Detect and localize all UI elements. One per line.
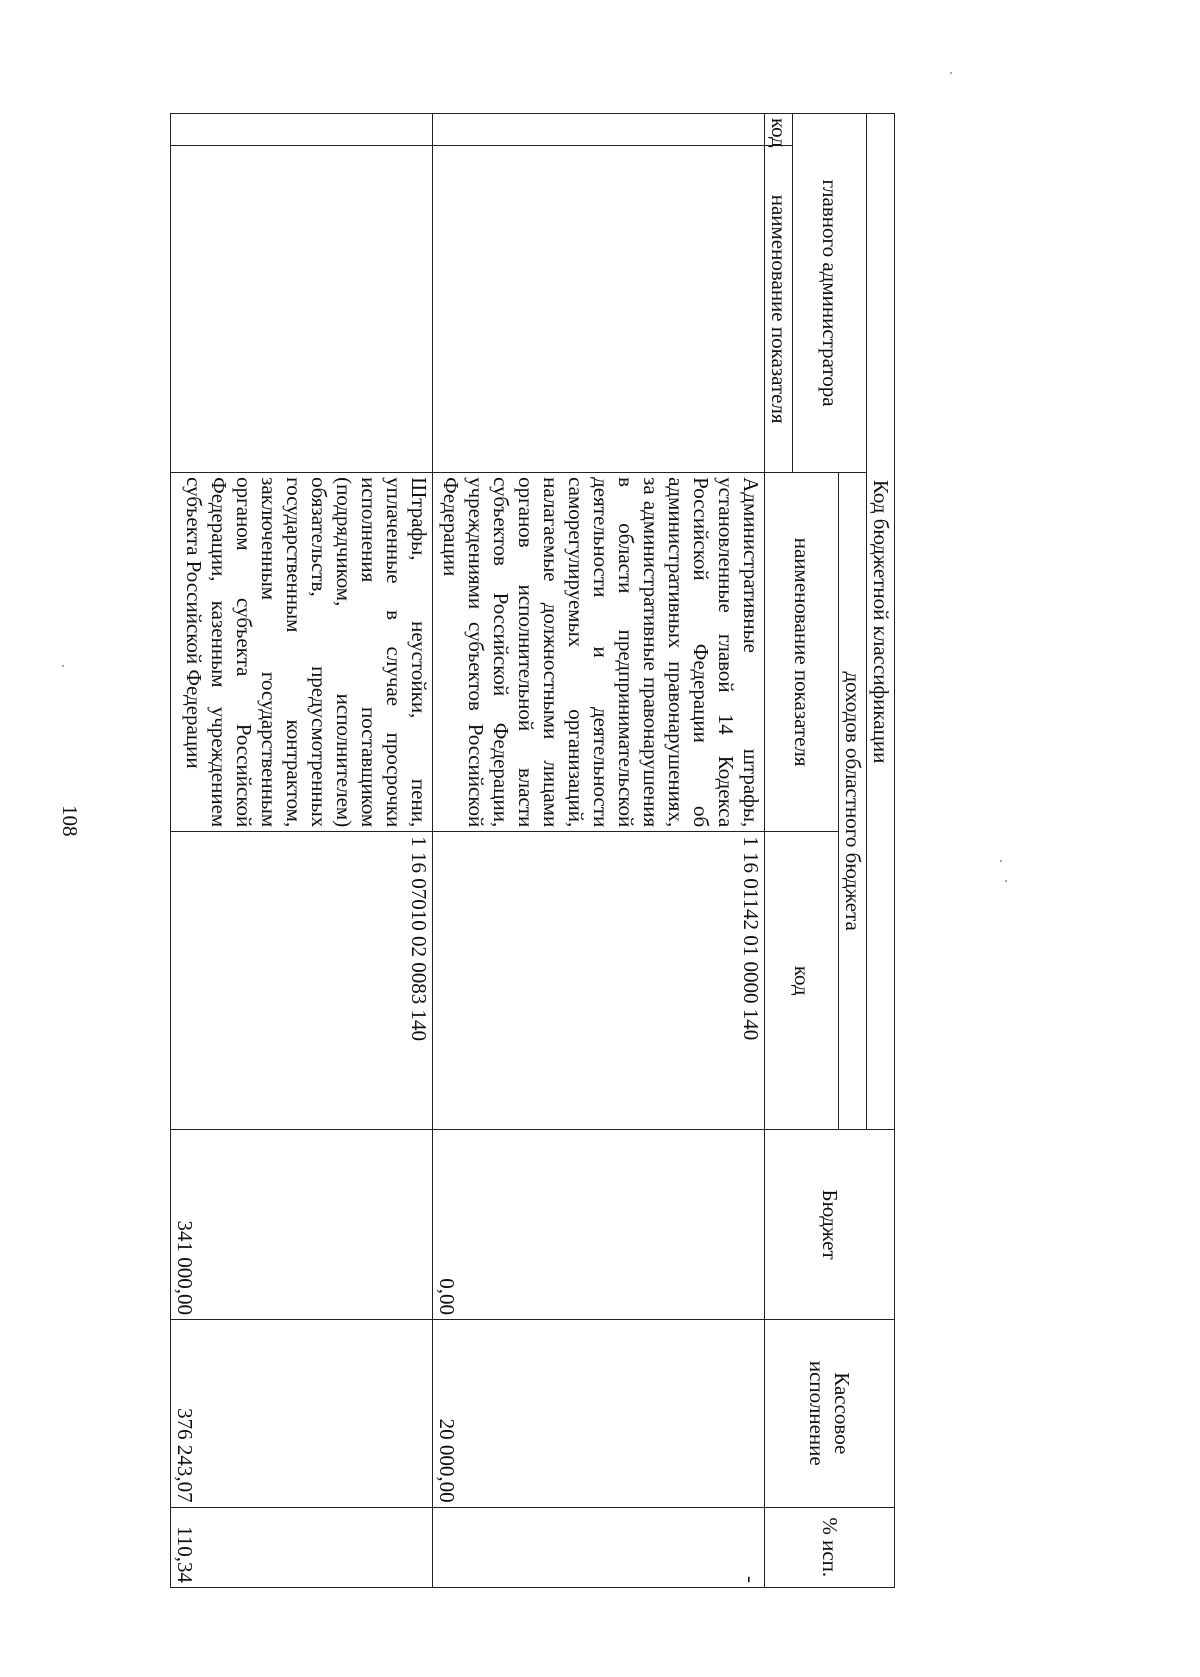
- scan-speck: [1000, 860, 1002, 862]
- admin-code-header: код: [765, 114, 793, 146]
- row1-indicator-name: Административные штрафы, установленные главой 14 Кодекса Российской Федерации об административных правонарушениях, за административные правонарушения в области предпринимательской деятельности и деятельности саморегулируемых организаций, налагаемые должностными лицами органов исполнительной власти субъектов Российской Федерации, учреждениями субъектов Российской Федерации: [433, 473, 765, 832]
- admin-name-header: наименование показателя: [765, 146, 793, 473]
- income-group-header: доходов областного бюджета: [839, 473, 867, 1130]
- row2-indicator-name: Штрафы, неустойки, пени, уплаченные в случае просрочки исполнения поставщиком (подрядчиком, исполнителем) обязательств, предусмотренных государственным контрактом, заключенным государственным органом субъекта Российской Федерации, казенным учреждением субъекта Российской Федерации: [171, 473, 433, 832]
- income-name-header: наименование показателя: [765, 473, 839, 832]
- row1-execution: 20 000,00: [433, 1319, 765, 1507]
- row1-admin-name: [433, 146, 765, 473]
- table-row: [171, 114, 433, 1588]
- budget-header: Бюджет: [765, 1130, 895, 1320]
- code-group-header: Код бюджетной классификации: [867, 114, 895, 1130]
- rotated-table-container: [170, 113, 895, 1588]
- row2-execution: 376 243,07: [171, 1319, 433, 1507]
- row1-percent: -: [433, 1507, 765, 1587]
- scan-speck: [62, 665, 64, 667]
- scan-speck: [1005, 880, 1007, 882]
- table-row: [433, 114, 765, 1588]
- admin-group-header: главного администратора: [793, 114, 867, 473]
- percent-header: % исп.: [765, 1507, 895, 1587]
- row2-income-code: 1 16 07010 02 0083 140: [171, 832, 433, 1130]
- header-row-1: [867, 114, 895, 1588]
- row1-admin-code: [433, 114, 765, 146]
- scan-speck: [950, 72, 952, 74]
- row2-admin-code: [171, 114, 433, 146]
- row1-income-code: 1 16 01142 01 0000 140: [433, 832, 765, 1130]
- row1-budget: 0,00: [433, 1130, 765, 1320]
- budget-table: [170, 113, 895, 1588]
- row2-percent: 110,34: [171, 1507, 433, 1587]
- row2-admin-name: [171, 146, 433, 473]
- page-number: 108: [58, 805, 82, 837]
- income-code-header: код: [765, 832, 839, 1130]
- execution-header: Кассовое исполнение: [765, 1319, 895, 1507]
- row2-budget: 341 000,00: [171, 1130, 433, 1320]
